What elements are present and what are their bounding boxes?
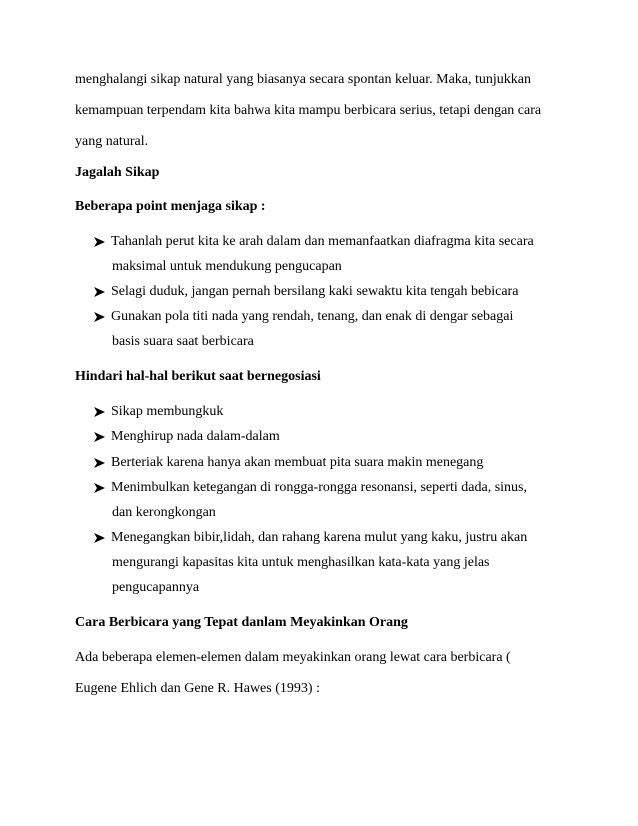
list-item-text: Menimbulkan ketegangan di rongga-rongga resonansi, seperti dada, sinus, — [111, 480, 528, 495]
paragraph-line: menghalangi sikap natural yang biasanya secara spontan keluar. Maka, tunjukkan — [75, 72, 532, 87]
list-item-continuation: dan kerongkongan — [112, 505, 216, 520]
arrowhead-bullet-icon — [93, 482, 106, 494]
arrowhead-bullet-icon — [93, 311, 106, 323]
arrowhead-bullet-icon — [93, 406, 106, 418]
list-item-continuation: basis suara saat berbicara — [112, 334, 254, 349]
arrowhead-bullet-icon — [93, 236, 106, 248]
subheading-point: Beberapa point menjaga sikap : — [75, 199, 266, 214]
arrowhead-bullet-icon — [93, 431, 106, 443]
list-item-text: Menghirup nada dalam-dalam — [111, 429, 280, 444]
list-item-continuation: mengurangi kapasitas kita untuk menghasilkan kata-kata yang jelas — [112, 555, 490, 570]
list-item-text: Berteriak karena hanya akan membuat pita suara makin menegang — [111, 455, 484, 470]
list-item-text: Tahanlah perut kita ke arah dalam dan memanfaatkan diafragma kita secara — [111, 234, 534, 249]
arrowhead-bullet-icon — [93, 286, 106, 298]
section-heading-cara: Cara Berbicara yang Tepat danlam Meyakinkan Orang — [75, 615, 408, 630]
list-item-text: Menegangkan bibir,lidah, dan rahang karena mulut yang kaku, justru akan — [111, 530, 528, 545]
list-item-continuation: maksimal untuk mendukung pengucapan — [112, 259, 342, 274]
arrowhead-bullet-icon — [93, 532, 106, 544]
list-item-text: Gunakan pola titi nada yang rendah, tenang, dan enak di dengar sebagai — [111, 309, 514, 324]
section-heading-hindari: Hindari hal-hal berikut saat bernegosiasi — [75, 369, 321, 384]
list-item-text: Sikap membungkuk — [111, 404, 224, 419]
paragraph-line: Ada beberapa elemen-elemen dalam meyakinkan orang lewat cara berbicara ( — [75, 650, 511, 665]
section-heading-jagalah: Jagalah Sikap — [75, 165, 160, 180]
list-item-continuation: pengucapannya — [112, 580, 200, 595]
list-item-text: Selagi duduk, jangan pernah bersilang kaki sewaktu kita tengah bebicara — [111, 284, 519, 299]
paragraph-line: yang natural. — [75, 134, 149, 149]
paragraph-line: kemampuan terpendam kita bahwa kita mampu berbicara serius, tetapi dengan cara — [75, 103, 542, 118]
paragraph-line: Eugene Ehlich dan Gene R. Hawes (1993) : — [75, 681, 320, 696]
arrowhead-bullet-icon — [93, 457, 106, 469]
